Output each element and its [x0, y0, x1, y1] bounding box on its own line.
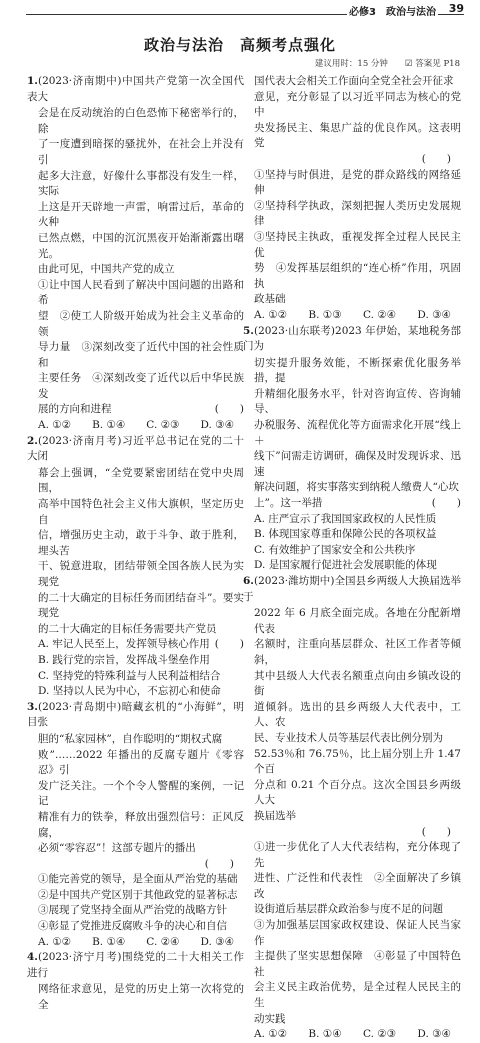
page-number: 39 — [448, 2, 464, 15]
answer-option: C. 有效维护了国家安全和公共秩序 — [254, 543, 416, 556]
question-stem-line: 已然点燃，中国的沉沉黑夜开始渐渐露出曙光。 — [38, 231, 244, 260]
left-column — [27, 74, 244, 1014]
answer-option: C. ②③ — [146, 419, 180, 432]
question-stem-line: 发广泛关注。一个个令人警醒的案例，一记记 — [38, 779, 244, 808]
question-stem-line: 起多大注意，好像什么事都没有发生一样，实际 — [38, 169, 244, 198]
question-text: 习近平总书记在党的二十大闭 — [27, 434, 244, 463]
question-stem-line: 央发扬民主、集思广益的优良作风。这表明党 — [254, 121, 461, 150]
choice-statement: ②是中国共产党区别于其他政党的显著标志 — [38, 888, 238, 901]
question-number: 5. — [243, 324, 254, 337]
question-stem-line: 胆的“私家园林”，自作聪明的“期权式腐 — [38, 732, 223, 745]
answer-option: B. ①④ — [92, 419, 126, 432]
answer-blank-line: ( ) — [421, 152, 451, 165]
question-stem-line: 干、锐意进取，团结带领全国各族人民为实现党 — [38, 560, 244, 588]
choice-statement: ③为加强基层国家政权建设、保证人民当家作 — [254, 919, 461, 947]
question-stem-line: 名额时，注重向基层群众、社区工作者等倾斜， — [254, 638, 461, 666]
question-stem-first-line — [27, 700, 244, 731]
answer-options — [27, 418, 244, 434]
question-stem-line: 信，增强历史主动，敢于斗争、敢于胜利，埋头苦 — [38, 529, 244, 557]
question-stem-line: 展的方向和进程 ( ) — [27, 402, 244, 418]
question-stem-first-line — [243, 574, 461, 605]
question-stem-line: 由此可见，中国共产党的成立 — [38, 263, 175, 276]
answer-options — [27, 935, 244, 951]
question-stem-line: 败”……2022 年播出的反腐专题片《零容忍》引 — [38, 748, 244, 777]
question-number: 2. — [27, 434, 38, 447]
choice-statement: ②坚持科学执政，深刻把握人类历史发展规律 — [254, 199, 461, 228]
question-stem-line: 切实提升服务效能，不断探索优化服务举措，提 — [254, 356, 461, 385]
question-stem-line: 了一度遭到暗探的骚扰外，在社会上并没有引 — [38, 138, 244, 166]
answer-option: A. ①② — [38, 935, 72, 948]
answer-option: B. ①④ — [92, 935, 126, 948]
question-stem-line: 2022 年 6 月底全面完成。各地在分配新增代表 — [254, 607, 461, 635]
question-stem-line: 上”。这一举措 ( ) — [243, 496, 461, 512]
choice-statement: ①坚持与时俱进，是党的群众路线的网络延伸 — [254, 168, 461, 197]
question-stem-line: 民、专业技术人员等基层代表比例分别为 — [254, 731, 443, 744]
question-stem-line: 52.53％和 76.75％，比上届分别上升 1.47 个百 — [254, 747, 461, 776]
answer-option: A. 庄严宣示了我国国家政权的人民性质 — [254, 512, 437, 525]
time-note: 建议用时：15 分钟 ☑ 答案见 P18 — [314, 59, 460, 69]
question-stem-first-line — [27, 434, 244, 465]
question-stem-line: 办税服务、流程优化等方面需求化开展“线上＋ — [254, 419, 461, 447]
answer-blank-line: ( ) — [204, 857, 234, 870]
choice-statement: 进性、广泛性和代表性 ②全面解决了乡镇改 — [254, 872, 461, 900]
question-stem-line: 导力量 ③深刻改变了近代中国的社会性质和 — [38, 341, 244, 369]
question-number: 4. — [27, 951, 38, 964]
question-number: 6. — [243, 575, 254, 587]
question-stem-first-line — [27, 950, 244, 981]
question-stem-line: 高举中国特色社会主义伟大旗帜，坚定历史自 — [38, 498, 244, 526]
question-stem-line: 其中县级人大代表名额重点向由乡镇改设的街 — [254, 669, 461, 698]
question-stem-line: 的二十大确定的目标任务而团结奋斗”。要实现党 — [38, 591, 244, 620]
question-stem-line: 幕会上强调，“全党要紧密团结在党中央周围， — [38, 466, 244, 495]
choice-statement: ①进一步优化了人大代表结构，充分体现了先 — [254, 841, 461, 869]
question-source: (2023·潍坊期中) — [253, 575, 335, 587]
question-stem-line: 必须“零容忍”！这部专题片的播出 — [38, 842, 196, 855]
answer-option: B. ①④ — [308, 1028, 342, 1041]
question-stem-line: 主要任务 ④深刻改变了近代以后中华民族发 — [38, 372, 244, 400]
question-stem-line: 分点和 0.21 个百分点。这次全国县乡两级人大 — [254, 778, 461, 807]
question-number: 1. — [27, 75, 38, 87]
question-source: (2023·山东联考) — [253, 324, 336, 337]
question-stem-line: 会是在反动统治的白色恐怖下秘密举行的，除 — [38, 107, 244, 135]
question-stem-line: 的二十大确定的目标任务需要共产党员 ( ) — [27, 622, 244, 638]
question-stem-line: 国代表大会相关工作面向全党全社会开征求 — [254, 75, 454, 87]
page-title: 政治与法治 高频考点强化 — [143, 36, 336, 54]
question-stem-first-line — [27, 74, 244, 105]
choice-statement: 势 ④发挥基层组织的“连心桥”作用，巩固执 — [254, 262, 461, 290]
choice-statement: 政基础 — [254, 293, 286, 306]
answer-option: D. ③④ — [417, 1028, 451, 1041]
answer-blank: ( ) — [431, 497, 461, 510]
question-number: 3. — [27, 700, 38, 713]
question-stem-line: 上这是开天辟地一声雷，响雷过后，革命的火种 — [38, 200, 244, 229]
answer-option: D. ③④ — [417, 308, 451, 321]
question-stem-line: 换届选举 — [254, 809, 296, 822]
book-section-label: 必修3 政治与法治 — [347, 3, 438, 18]
answer-option: A. ①② — [254, 308, 288, 321]
question-stem-first-line — [243, 324, 461, 355]
page-header — [0, 0, 480, 26]
answer-option: C. ②③ — [362, 1028, 397, 1041]
right-column — [243, 74, 461, 1043]
question-text: 暗藏玄机的“小海鲜”，明目张 — [27, 700, 244, 729]
choice-statement: ①能完善党的领导，是全面从严治党的基础 — [38, 873, 238, 886]
choice-statement: ③坚持民主执政，重视发挥全过程人民民主优 — [254, 230, 461, 259]
answer-option: B. 践行党的宗旨，发挥战斗堡垒作用 — [38, 653, 210, 666]
question-source: (2023·青岛期中) — [37, 700, 122, 713]
question-stem-line: 道倾斜。选出的县乡两级人大代表中，工人、农 — [254, 700, 461, 729]
answer-option: A. 牢记人民至上，发挥领导核心作用 — [38, 638, 210, 651]
question-stem-line: 网络征求意见，是党的历史上第一次将党的全 — [38, 983, 244, 1012]
answer-blank: ( ) — [214, 638, 244, 651]
question-stem-line: 解决问题，将实事落实到纳税人缴费人“心坎 — [254, 481, 459, 494]
choice-statement: 会主义民主政治优势，是全过程人民民主的生 — [254, 981, 461, 1010]
answer-blank: ( ) — [214, 403, 244, 416]
choice-statement: ④彰显了党推进反腐败斗争的决心和自信 — [38, 920, 227, 933]
answer-blank-line: ( ) — [421, 825, 451, 838]
question-stem-line: 精准有力的铁拳，释放出强烈信号：正风反腐， — [38, 810, 244, 839]
answer-option: D. 坚持以人民为中心，不忘初心和使命 — [38, 685, 221, 698]
question-stem-line: 望 ②使工人阶级开始成为社会主义革命的领 — [38, 309, 244, 338]
question-text: 全国县乡两级人大换届选举于 — [243, 575, 461, 603]
question-stem-line: 线下”问需走访调研，确保及时发现诉求、迅速 — [254, 450, 461, 478]
question-source: (2023·济南月考) — [37, 434, 122, 447]
answer-option: C. ②④ — [362, 308, 397, 321]
answer-options — [243, 1027, 461, 1043]
answer-option: B. 体现国家尊重和保障公民的各项权益 — [254, 528, 437, 541]
choice-statement: 设街道后基层群众政治参与度不足的问题 — [254, 903, 443, 916]
question-text: 2023 年伊始，某地税务部门为 — [243, 324, 461, 353]
question-text: 围绕党的二十大相关工作进行 — [27, 951, 244, 979]
choice-statement: 主提供了坚实思想保障 ④彰显了中国特色社 — [254, 950, 461, 978]
answer-option: A. ①② — [38, 419, 72, 432]
answer-option: D. ③④ — [200, 419, 234, 432]
answer-option: B. ①③ — [308, 308, 342, 321]
question-source: (2023·济南期中) — [37, 75, 122, 87]
question-source: (2023·济宁月考) — [37, 951, 122, 964]
answer-option: D. ③④ — [200, 935, 234, 948]
question-stem-line: 意见，充分彰显了以习近平同志为核心的党中 — [254, 90, 461, 119]
question-stem-line: 升精细化服务水平，针对咨询宣传、咨询辅导、 — [254, 387, 461, 416]
choice-statement: ③展现了党坚持全面从严治党的战略方针 — [38, 904, 227, 917]
answer-option: D. 是国家履行促进社会发展职能的体现 — [254, 559, 437, 572]
answer-option: C. ②④ — [146, 935, 180, 948]
choice-statement: 动实践 — [254, 1012, 286, 1025]
question-text: 中国共产党第一次全国代表大 — [27, 75, 244, 103]
answer-option: C. 坚持党的特殊利益与人民利益相结合 — [38, 669, 221, 682]
answer-options — [243, 308, 461, 324]
question-stem-line: ①让中国人民看到了解决中国问题的出路和希 — [38, 278, 244, 307]
answer-option: A. ①② — [254, 1028, 288, 1041]
